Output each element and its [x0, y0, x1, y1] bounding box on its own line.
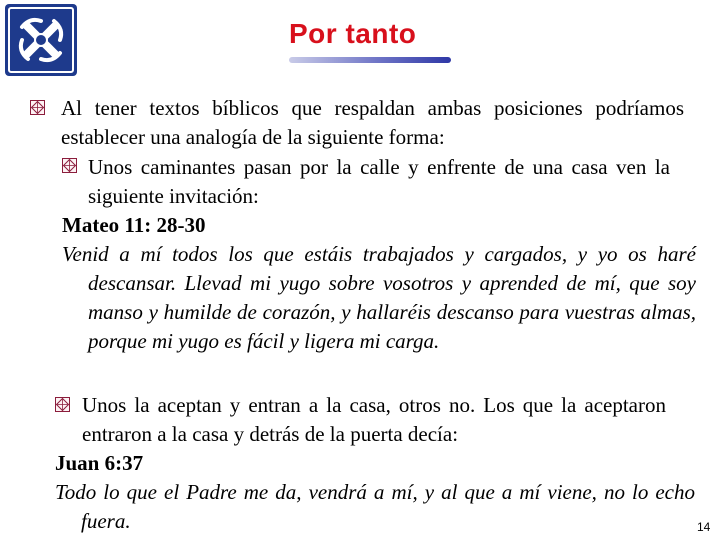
page-number: 14 — [697, 520, 711, 534]
paragraph-2: Unos caminantes pasan por la calle y enfrente de una casa ven la siguiente invitación: — [88, 155, 670, 208]
slide-title: Por tanto — [289, 18, 417, 49]
quote-juan: Todo lo que el Padre me da, vendrá a mí, y al que a mí viene, no lo echo fuera. — [55, 480, 695, 533]
title-underline — [289, 57, 451, 63]
paragraph-1: Al tener textos bíblicos que respaldan ambas posiciones podríamos establecer una analogía de la siguiente forma: — [61, 96, 684, 149]
cross-logo-icon — [4, 3, 78, 77]
diamond-bullet-icon — [55, 397, 70, 412]
paragraph-3: Unos la aceptan y entran a la casa, otros no. Los que la aceptaron entraron a la casa y detrás de la puerta decía: — [82, 393, 666, 446]
quote-mateo: Venid a mí todos los que estáis trabajados y cargados, y yo os haré descansar. Llevad mi yugo sobre vosotros y aprended de mí, que soy manso y humilde de corazón, y hallaréis descanso para vuestras almas, porque mi yugo es fácil y ligera mi carga. — [62, 242, 696, 353]
diamond-bullet-icon — [30, 100, 45, 115]
reference-mateo: Mateo 11: 28-30 — [62, 213, 206, 237]
reference-juan: Juan 6:37 — [55, 451, 144, 475]
diamond-bullet-icon — [62, 158, 77, 173]
